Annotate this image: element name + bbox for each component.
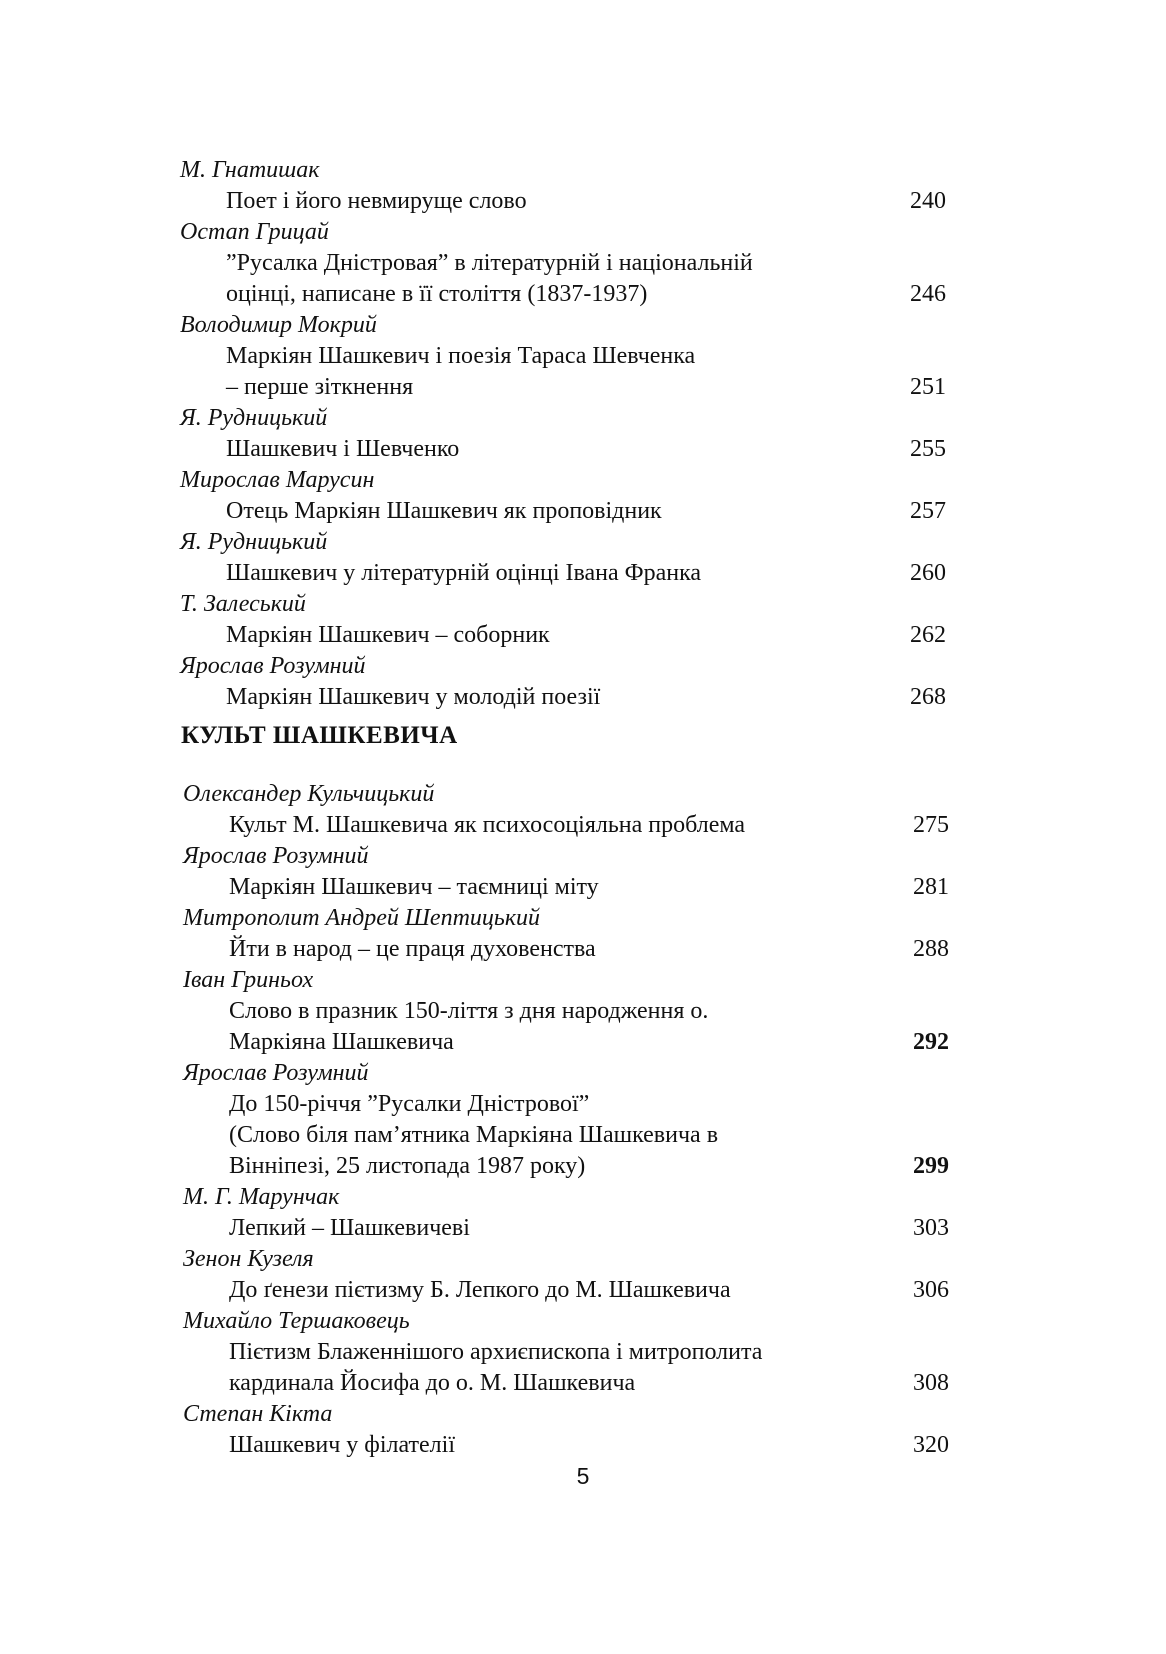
entry-page-number: 268	[910, 684, 946, 710]
entry-page-number: 275	[913, 812, 949, 838]
entry-page-number: 251	[910, 374, 946, 400]
entry-title-text: оцінці, написане в її століття (1837-1937)	[226, 281, 648, 307]
entry-title-line	[183, 996, 983, 1027]
entry-title-line	[183, 1120, 983, 1151]
toc-entry	[183, 779, 983, 841]
entry-page-number: 308	[913, 1370, 949, 1396]
entry-title-text: Лепкий – Шашкевичеві	[229, 1215, 470, 1241]
toc-entry	[183, 1244, 983, 1306]
entry-author: М. Г. Марунчак	[183, 1184, 340, 1210]
entry-author: Остап Грицай	[180, 219, 329, 245]
entry-author: М. Гнатишак	[180, 157, 320, 183]
entry-title-text: До 150-річчя ”Русалки Дністрової”	[229, 1091, 590, 1117]
entry-title-text: До ґенези пієтизму Б. Лепкого до М. Шашкевича	[229, 1277, 731, 1303]
entry-title-text: Слово в празник 150-ліття з дня народження о.	[229, 998, 709, 1024]
toc-entry	[180, 155, 980, 217]
entry-page-number: 299	[913, 1153, 949, 1179]
entry-title-line	[180, 341, 980, 372]
entry-title-text: Шашкевич у філателії	[229, 1432, 455, 1458]
page-number: 5	[576, 1463, 590, 1489]
toc-entry	[180, 310, 980, 403]
toc-entry	[180, 589, 980, 651]
entry-title-line	[183, 1213, 983, 1244]
entry-title-line	[180, 186, 980, 217]
entry-author: Я. Рудницький	[180, 405, 328, 431]
entry-author: Зенон Кузеля	[183, 1246, 314, 1272]
entry-title-line	[180, 682, 980, 713]
entry-title-line	[180, 620, 980, 651]
entry-title-text: кардинала Йосифа до о. М. Шашкевича	[229, 1370, 636, 1396]
entry-title-text: (Слово біля пам’ятника Маркіяна Шашкевича в	[229, 1122, 719, 1148]
entry-title-line	[183, 1089, 983, 1120]
entry-page-number: 320	[913, 1432, 949, 1458]
entry-title-text: Культ М. Шашкевича як психосоціяльна проблема	[229, 812, 746, 838]
toc-entry	[180, 403, 980, 465]
entry-title-text: Отець Маркіян Шашкевич як проповідник	[226, 498, 662, 524]
entry-title-text: Шашкевич і Шевченко	[226, 436, 460, 462]
entry-author: Ярослав Розумний	[183, 1060, 369, 1086]
entry-title-text: Пієтизм Блаженнішого архиєпископа і митрополита	[229, 1339, 763, 1365]
toc-entry	[183, 841, 983, 903]
entry-page-number: 240	[910, 188, 946, 214]
entry-title-text: ”Русалка Дністровая” в літературній і національній	[226, 250, 753, 276]
entry-title-line	[183, 1151, 983, 1182]
entry-title-line	[183, 1027, 983, 1058]
toc-entry	[183, 1306, 983, 1399]
entry-title-text: – перше зіткнення	[226, 374, 414, 400]
entry-title-text: Маркіян Шашкевич і поезія Тараса Шевченка	[226, 343, 696, 369]
entry-title-line	[183, 1337, 983, 1368]
entry-page-number: 303	[913, 1215, 949, 1241]
entry-author: Іван Гриньох	[183, 967, 314, 993]
toc-entry	[180, 527, 980, 589]
entry-title-line	[183, 810, 983, 841]
section-heading: КУЛЬТ ШАШКЕВИЧА	[181, 722, 458, 749]
toc-entry	[180, 465, 980, 527]
entry-title-line	[183, 1275, 983, 1306]
entry-title-line	[180, 558, 980, 589]
entry-title-text: Маркіян Шашкевич – соборник	[226, 622, 550, 648]
entry-title-line	[183, 934, 983, 965]
entry-author: Ярослав Розумний	[183, 843, 369, 869]
entry-page-number: 288	[913, 936, 949, 962]
entry-title-text: Поет і його невмируще слово	[226, 188, 527, 214]
entry-page-number: 255	[910, 436, 946, 462]
contents-section-1	[180, 155, 980, 713]
toc-entry	[183, 1182, 983, 1244]
entry-author: Я. Рудницький	[180, 529, 328, 555]
toc-entry	[183, 965, 983, 1058]
entry-page-number: 292	[913, 1029, 949, 1055]
entry-page-number: 246	[910, 281, 946, 307]
entry-title-text: Маркіян Шашкевич – таємниці міту	[229, 874, 599, 900]
entry-title-line	[183, 1430, 983, 1461]
entry-title-text: Маркіяна Шашкевича	[229, 1029, 454, 1055]
entry-title-line	[180, 434, 980, 465]
entry-title-text: Вінніпезі, 25 листопада 1987 року)	[229, 1153, 586, 1179]
toc-entry	[183, 1058, 983, 1182]
entry-page-number: 281	[913, 874, 949, 900]
entry-title-line	[183, 1368, 983, 1399]
entry-title-text: Йти в народ – це праця духовенства	[229, 936, 596, 962]
entry-author: Т. Залеський	[180, 591, 306, 617]
entry-page-number: 260	[910, 560, 946, 586]
entry-author: Мирослав Марусин	[180, 467, 375, 493]
toc-entry	[180, 217, 980, 310]
entry-title-line	[180, 496, 980, 527]
entry-author: Степан Кікта	[183, 1401, 333, 1427]
entry-author: Митрополит Андрей Шептицький	[183, 905, 541, 931]
entry-author: Володимир Мокрий	[180, 312, 377, 338]
entry-author: Михайло Тершаковець	[183, 1308, 410, 1334]
entry-author: Ярослав Розумний	[180, 653, 366, 679]
entry-title-text: Шашкевич у літературній оцінці Івана Франка	[226, 560, 702, 586]
entry-title-line	[183, 872, 983, 903]
entry-page-number: 262	[910, 622, 946, 648]
entry-page-number: 306	[913, 1277, 949, 1303]
entry-title-line	[180, 279, 980, 310]
entry-title-line	[180, 372, 980, 403]
entry-author: Олександер Кульчицький	[183, 781, 435, 807]
toc-entry	[183, 903, 983, 965]
toc-entry	[180, 651, 980, 713]
entry-title-line	[180, 248, 980, 279]
entry-title-text: Маркіян Шашкевич у молодій поезії	[226, 684, 601, 710]
entry-page-number: 257	[910, 498, 946, 524]
contents-section-2	[183, 779, 983, 1461]
toc-entry	[183, 1399, 983, 1461]
